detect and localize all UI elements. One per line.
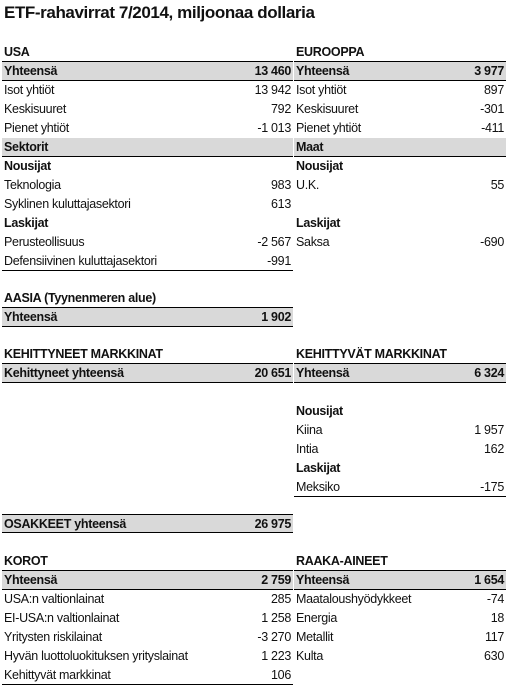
usa-header <box>2 43 293 62</box>
row-label: Intia <box>296 442 319 456</box>
table-row <box>2 590 293 609</box>
row-value: 792 <box>271 102 291 116</box>
row-label: Meksiko <box>296 480 340 494</box>
developed-header <box>2 345 293 364</box>
table-row <box>2 195 293 214</box>
table-row <box>2 609 293 628</box>
rising-label: Nousijat <box>296 404 343 418</box>
table-row <box>2 647 293 666</box>
asia-header <box>2 289 293 308</box>
commodities-header-label: RAAKA-AINEET <box>296 554 388 568</box>
row-value: 1 258 <box>261 611 291 625</box>
usa-sector-header <box>2 138 293 157</box>
row-value: -301 <box>480 102 504 116</box>
equities-total-row <box>2 514 293 533</box>
spacer-row <box>294 195 506 214</box>
asia-total-row <box>2 308 293 327</box>
table-row <box>294 478 506 497</box>
table-row <box>294 609 506 628</box>
table-row <box>2 100 293 119</box>
emerging-total-value: 6 324 <box>474 366 504 380</box>
asia-total-value: 1 902 <box>261 310 291 324</box>
table-row <box>2 119 293 138</box>
europe-total-value: 3 977 <box>474 64 504 78</box>
europe-countries-header <box>294 138 506 157</box>
rates-header-label: KOROT <box>4 554 48 568</box>
row-label: USA:n valtionlainat <box>4 592 104 606</box>
table-row <box>2 666 293 685</box>
europe-falling-label <box>294 214 506 233</box>
commodities-header <box>294 552 506 571</box>
row-value: 117 <box>484 630 504 644</box>
row-label: Isot yhtiöt <box>4 83 55 97</box>
equities-total-label: OSAKKEET yhteensä <box>4 517 127 531</box>
commodities-total-value: 1 654 <box>474 573 504 587</box>
row-value: 13 942 <box>254 83 291 97</box>
row-value: -175 <box>480 480 504 494</box>
developed-header-label: KEHITTYNEET MARKKINAT <box>4 347 163 361</box>
row-label: Kiina <box>296 423 323 437</box>
row-value: 18 <box>490 611 504 625</box>
spacer-row <box>294 383 506 402</box>
table-row <box>2 176 293 195</box>
row-label: Kehittyvät markkinat <box>4 668 111 682</box>
row-label: Teknologia <box>4 178 61 192</box>
countries-header-label: Maat <box>296 140 324 154</box>
emerging-header <box>294 345 506 364</box>
table-row <box>294 233 506 252</box>
emerging-header-label: KEHITTYVÄT MARKKINAT <box>296 347 447 361</box>
row-value: -690 <box>480 235 504 249</box>
commodities-total-label: Yhteensä <box>296 573 350 587</box>
europe-header-label: EUROOPPA <box>296 45 365 59</box>
row-label: Maataloushyödykkeet <box>296 592 412 606</box>
row-label: Saksa <box>296 235 330 249</box>
usa-total-label: Yhteensä <box>4 64 58 78</box>
row-value: -74 <box>486 592 504 606</box>
table-row <box>294 100 506 119</box>
developed-total-value: 20 651 <box>254 366 291 380</box>
europe-header <box>294 43 506 62</box>
row-value: 1 223 <box>261 649 291 663</box>
table-row <box>294 628 506 647</box>
row-label: Pienet yhtiöt <box>296 121 361 135</box>
equities-total-value: 26 975 <box>254 517 291 531</box>
table-row <box>294 176 506 195</box>
usa-rising-label <box>2 157 293 176</box>
table-row <box>2 252 293 271</box>
equities-section <box>2 514 293 533</box>
row-label: Metallit <box>296 630 334 644</box>
row-label: Kulta <box>296 649 323 663</box>
falling-label: Laskijat <box>4 216 49 230</box>
row-label: EI-USA:n valtionlainat <box>4 611 119 625</box>
row-label: U.K. <box>296 178 320 192</box>
rates-section <box>2 552 293 685</box>
asia-total-label: Yhteensä <box>4 310 58 324</box>
usa-falling-label <box>2 214 293 233</box>
asia-header-label: AASIA (Tyynenmeren alue) <box>4 291 156 305</box>
emerging-rising-label <box>294 402 506 421</box>
page-title: ETF-rahavirrat 7/2014, miljoonaa dollaria <box>4 3 315 22</box>
row-label: Energia <box>296 611 337 625</box>
row-label: Keskisuuret <box>296 102 359 116</box>
row-value: 613 <box>271 197 291 211</box>
table-row <box>2 628 293 647</box>
falling-label: Laskijat <box>296 216 341 230</box>
table-row <box>2 81 293 100</box>
rising-label: Nousijat <box>296 159 343 173</box>
emerging-total-label: Yhteensä <box>296 366 350 380</box>
europe-total-label: Yhteensä <box>296 64 350 78</box>
rising-label: Nousijat <box>4 159 51 173</box>
table-row <box>2 233 293 252</box>
table-row <box>294 440 506 459</box>
row-value: -411 <box>481 121 504 135</box>
rates-total-label: Yhteensä <box>4 573 58 587</box>
table-row <box>294 421 506 440</box>
europe-section <box>294 43 506 252</box>
emerging-falling-label <box>294 459 506 478</box>
developed-total-label: Kehittyneet yhteensä <box>4 366 124 380</box>
rates-header <box>2 552 293 571</box>
row-label: Syklinen kuluttajasektori <box>4 197 131 211</box>
row-label: Perusteollisuus <box>4 235 85 249</box>
row-value: 285 <box>271 592 291 606</box>
emerging-total-row <box>294 364 506 383</box>
commodities-section <box>294 552 506 666</box>
row-value: 897 <box>484 83 504 97</box>
row-value: 1 957 <box>474 423 504 437</box>
table-row <box>294 81 506 100</box>
table-row <box>294 119 506 138</box>
usa-header-label: USA <box>4 45 30 59</box>
row-value: 162 <box>484 442 504 456</box>
table-row <box>294 647 506 666</box>
rates-total-row <box>2 571 293 590</box>
row-value: -3 270 <box>257 630 291 644</box>
row-value: -2 567 <box>257 235 291 249</box>
table-row <box>294 590 506 609</box>
falling-label: Laskijat <box>296 461 341 475</box>
row-value: -1 013 <box>257 121 291 135</box>
row-value: 983 <box>271 178 291 192</box>
developed-section <box>2 345 293 383</box>
emerging-section <box>294 345 506 497</box>
row-value: 106 <box>271 668 291 682</box>
row-label: Yritysten riskilainat <box>4 630 102 644</box>
europe-rising-label <box>294 157 506 176</box>
asia-section <box>2 289 293 327</box>
row-value: 630 <box>484 649 504 663</box>
developed-total-row <box>2 364 293 383</box>
europe-total-row <box>294 62 506 81</box>
usa-section <box>2 43 293 271</box>
row-value: 55 <box>490 178 504 192</box>
row-label: Hyvän luottoluokituksen yrityslainat <box>4 649 188 663</box>
row-label: Isot yhtiöt <box>296 83 347 97</box>
usa-total-row <box>2 62 293 81</box>
row-label: Keskisuuret <box>4 102 67 116</box>
row-label: Defensiivinen kuluttajasektori <box>4 254 157 268</box>
rates-total-value: 2 759 <box>261 573 291 587</box>
commodities-total-row <box>294 571 506 590</box>
sector-header-label: Sektorit <box>4 140 49 154</box>
usa-total-value: 13 460 <box>254 64 291 78</box>
row-value: -991 <box>267 254 291 268</box>
row-label: Pienet yhtiöt <box>4 121 69 135</box>
